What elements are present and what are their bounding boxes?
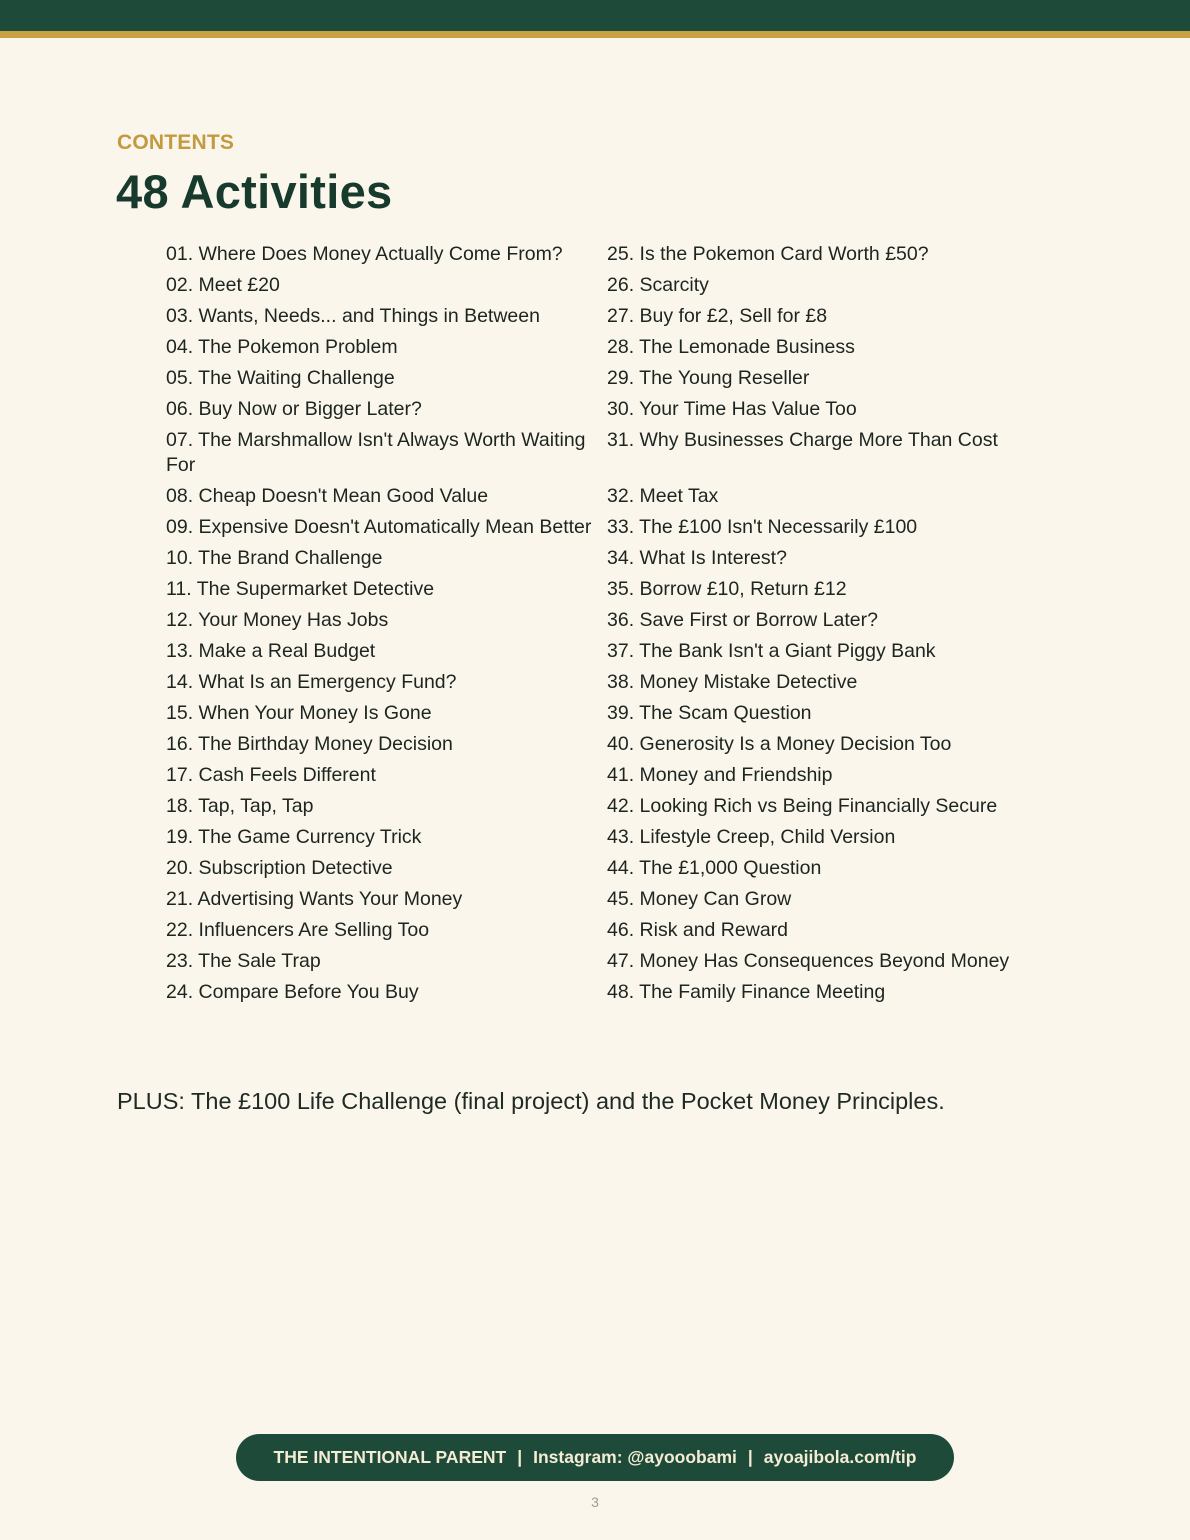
activity-item-left: 17. Cash Feels Different [166,764,376,786]
activity-item-left: 05. The Waiting Challenge [166,367,395,389]
footer-website: ayoajibola.com/tip [763,1447,917,1467]
activity-item-left: 07. The Marshmallow Isn't Always Worth Waiting For [166,429,586,476]
activity-item-left: 02. Meet £20 [166,274,280,296]
activity-item-left: 22. Influencers Are Selling Too [166,919,430,941]
activity-item-right: 30. Your Time Has Value Too [607,398,857,420]
activity-item-right: 34. What Is Interest? [607,547,787,569]
activity-item-left: 21. Advertising Wants Your Money [166,888,463,910]
activity-item-left: 19. The Game Currency Trick [166,826,422,848]
activity-item-left: 11. The Supermarket Detective [166,578,435,600]
activity-item-right: 37. The Bank Isn't a Giant Piggy Bank [607,640,936,662]
activity-item-left: 14. What Is an Emergency Fund? [166,671,457,693]
plus-note: PLUS: The £100 Life Challenge (final project) and the Pocket Money Principles. [117,1088,945,1114]
page-title: 48 Activities [116,165,393,218]
activity-item-left: 20. Subscription Detective [166,857,393,879]
activity-item-left: 09. Expensive Doesn't Automatically Mean Better [166,516,592,538]
activity-item-right: 26. Scarcity [607,274,709,296]
activity-item-left: 18. Tap, Tap, Tap [166,795,314,817]
activity-item-left: 12. Your Money Has Jobs [166,609,389,631]
activity-item-right: 31. Why Businesses Charge More Than Cost [607,429,998,451]
activity-item-right: 28. The Lemonade Business [607,336,855,358]
top-gold-stripe [0,31,1190,38]
activity-item-right: 33. The £100 Isn't Necessarily £100 [607,516,918,538]
activity-item-right: 32. Meet Tax [607,485,719,507]
activity-item-right: 45. Money Can Grow [607,888,792,910]
activity-item-left: 24. Compare Before You Buy [166,981,419,1003]
activity-item-right: 39. The Scam Question [607,702,812,724]
activity-item-right: 47. Money Has Consequences Beyond Money [607,950,1010,972]
footer-separator: | [747,1447,753,1467]
contents-list [166,239,1036,1008]
activity-item-left: 15. When Your Money Is Gone [166,702,432,724]
footer-separator: | [517,1447,523,1467]
activity-item-right: 42. Looking Rich vs Being Financially Secure [607,795,998,817]
activity-item-right: 48. The Family Finance Meeting [607,981,886,1003]
activity-item-left: 04. The Pokemon Problem [166,336,398,358]
activity-item-right: 41. Money and Friendship [607,764,833,786]
activity-item-left: 13. Make a Real Budget [166,640,376,662]
page-number: 3 [591,1494,599,1510]
activity-item-right: 38. Money Mistake Detective [607,671,858,693]
activity-item-left: 10. The Brand Challenge [166,547,383,569]
activity-item-right: 29. The Young Reseller [607,367,810,389]
activity-item-left: 01. Where Does Money Actually Come From? [166,243,563,265]
activity-item-right: 25. Is the Pokemon Card Worth £50? [607,243,929,265]
activity-item-left: 06. Buy Now or Bigger Later? [166,398,422,420]
activity-item-left: 16. The Birthday Money Decision [166,733,453,755]
footer-instagram: Instagram: @ayooobami [533,1447,737,1467]
activity-item-right: 44. The £1,000 Question [607,857,822,879]
top-color-bar [0,0,1190,31]
activity-item-right: 46. Risk and Reward [607,919,789,941]
activity-item-left: 08. Cheap Doesn't Mean Good Value [166,485,489,507]
section-eyebrow: CONTENTS [117,131,235,154]
footer-banner [236,1434,954,1481]
activity-item-right: 43. Lifestyle Creep, Child Version [607,826,896,848]
activity-item-left: 23. The Sale Trap [166,950,321,972]
activity-item-right: 27. Buy for £2, Sell for £8 [607,305,828,327]
activity-item-right: 40. Generosity Is a Money Decision Too [607,733,952,755]
activity-item-right: 36. Save First or Borrow Later? [607,609,878,631]
footer-brand: THE INTENTIONAL PARENT [273,1447,507,1467]
activity-item-left: 03. Wants, Needs... and Things in Between [166,305,540,327]
activity-item-right: 35. Borrow £10, Return £12 [607,578,847,600]
